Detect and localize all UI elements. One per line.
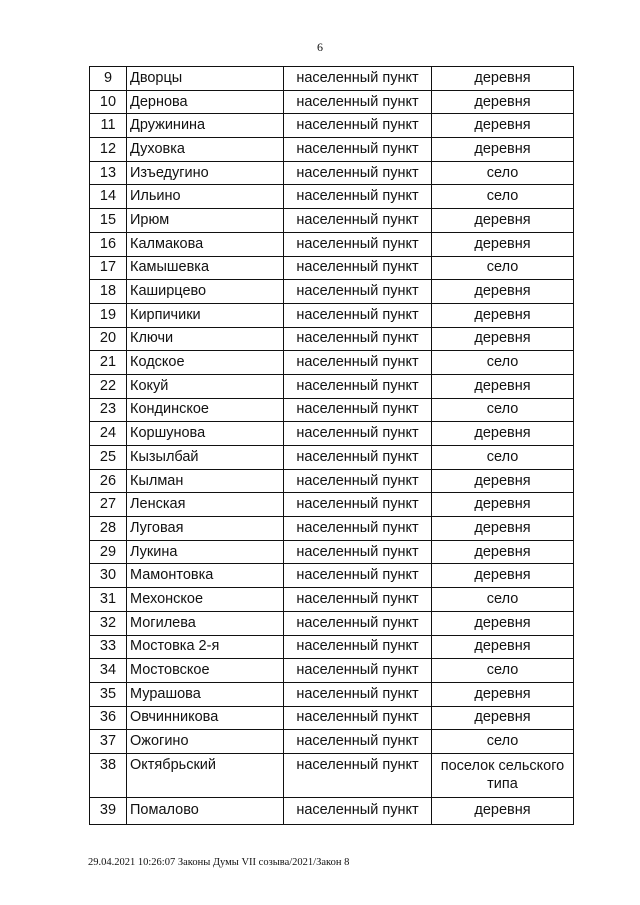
settlement-type-cell: деревня <box>432 114 574 138</box>
settlement-name-cell: Кондинское <box>127 398 284 422</box>
row-number-cell: 37 <box>90 730 127 754</box>
settlement-category-cell: населенный пункт <box>284 635 432 659</box>
settlement-type-cell: деревня <box>432 682 574 706</box>
settlement-category-cell: населенный пункт <box>284 256 432 280</box>
settlement-category-cell: населенный пункт <box>284 303 432 327</box>
settlement-category-cell: населенный пункт <box>284 682 432 706</box>
settlement-type-cell: деревня <box>432 90 574 114</box>
settlement-name-cell: Калмакова <box>127 232 284 256</box>
settlement-category-cell: населенный пункт <box>284 797 432 824</box>
row-number-cell: 32 <box>90 611 127 635</box>
settlement-name-cell: Изъедугино <box>127 161 284 185</box>
settlement-name-cell: Мурашова <box>127 682 284 706</box>
settlement-type-cell: поселок сельского типа <box>432 753 574 797</box>
settlement-name-cell: Могилева <box>127 611 284 635</box>
table-row <box>90 635 574 659</box>
settlement-category-cell: населенный пункт <box>284 280 432 304</box>
settlement-name-cell: Коршунова <box>127 422 284 446</box>
settlement-category-cell: населенный пункт <box>284 138 432 162</box>
settlement-type-cell: село <box>432 446 574 470</box>
settlement-category-cell: населенный пункт <box>284 753 432 797</box>
settlement-type-cell: деревня <box>432 209 574 233</box>
settlement-name-cell: Ильино <box>127 185 284 209</box>
table-row <box>90 161 574 185</box>
settlement-type-cell: деревня <box>432 303 574 327</box>
settlement-category-cell: населенный пункт <box>284 398 432 422</box>
settlement-category-cell: населенный пункт <box>284 564 432 588</box>
settlement-type-cell: село <box>432 185 574 209</box>
row-number-cell: 26 <box>90 469 127 493</box>
table-row <box>90 540 574 564</box>
settlement-name-cell: Луговая <box>127 517 284 541</box>
settlement-name-cell: Ожогино <box>127 730 284 754</box>
row-number-cell: 22 <box>90 374 127 398</box>
settlement-name-cell: Кокуй <box>127 374 284 398</box>
settlement-name-cell: Дворцы <box>127 67 284 91</box>
row-number-cell: 11 <box>90 114 127 138</box>
row-number-cell: 36 <box>90 706 127 730</box>
document-footer: 29.04.2021 10:26:07 Законы Думы VII созыва/2021/Закон 8 <box>88 857 350 868</box>
row-number-cell: 17 <box>90 256 127 280</box>
settlement-category-cell: населенный пункт <box>284 232 432 256</box>
settlement-category-cell: населенный пункт <box>284 209 432 233</box>
settlement-category-cell: населенный пункт <box>284 706 432 730</box>
settlement-type-cell: село <box>432 351 574 375</box>
settlement-type-cell: село <box>432 588 574 612</box>
settlement-category-cell: населенный пункт <box>284 90 432 114</box>
settlement-type-cell: село <box>432 659 574 683</box>
table-row <box>90 588 574 612</box>
table-row <box>90 67 574 91</box>
settlement-category-cell: населенный пункт <box>284 588 432 612</box>
table-row <box>90 398 574 422</box>
settlement-name-cell: Овчинникова <box>127 706 284 730</box>
settlement-name-cell: Духовка <box>127 138 284 162</box>
settlement-name-cell: Ирюм <box>127 209 284 233</box>
settlement-category-cell: населенный пункт <box>284 540 432 564</box>
settlement-type-cell: село <box>432 398 574 422</box>
row-number-cell: 19 <box>90 303 127 327</box>
settlement-type-cell: деревня <box>432 493 574 517</box>
settlement-type-cell: деревня <box>432 422 574 446</box>
settlement-name-cell: Кодское <box>127 351 284 375</box>
table-row <box>90 564 574 588</box>
table-row <box>90 351 574 375</box>
settlement-type-cell: деревня <box>432 138 574 162</box>
settlement-type-cell: деревня <box>432 564 574 588</box>
table-row <box>90 374 574 398</box>
row-number-cell: 38 <box>90 753 127 797</box>
settlement-category-cell: населенный пункт <box>284 446 432 470</box>
row-number-cell: 12 <box>90 138 127 162</box>
row-number-cell: 30 <box>90 564 127 588</box>
settlement-type-cell: деревня <box>432 797 574 824</box>
row-number-cell: 10 <box>90 90 127 114</box>
settlement-type-cell: село <box>432 161 574 185</box>
settlement-name-cell: Каширцево <box>127 280 284 304</box>
settlement-name-cell: Помалово <box>127 797 284 824</box>
settlement-category-cell: населенный пункт <box>284 351 432 375</box>
settlements-table-body <box>90 67 574 825</box>
settlement-type-cell: деревня <box>432 374 574 398</box>
settlement-type-cell: деревня <box>432 232 574 256</box>
settlement-type-cell: село <box>432 256 574 280</box>
settlement-name-cell: Лукина <box>127 540 284 564</box>
row-number-cell: 18 <box>90 280 127 304</box>
row-number-cell: 14 <box>90 185 127 209</box>
table-row <box>90 682 574 706</box>
table-row <box>90 422 574 446</box>
settlement-name-cell: Мостовское <box>127 659 284 683</box>
settlement-type-cell: деревня <box>432 280 574 304</box>
settlement-name-cell: Ленская <box>127 493 284 517</box>
table-row <box>90 753 574 797</box>
row-number-cell: 27 <box>90 493 127 517</box>
settlement-name-cell: Дернова <box>127 90 284 114</box>
table-row <box>90 185 574 209</box>
table-row <box>90 232 574 256</box>
table-row <box>90 469 574 493</box>
settlement-category-cell: населенный пункт <box>284 185 432 209</box>
settlement-category-cell: населенный пункт <box>284 493 432 517</box>
table-row <box>90 114 574 138</box>
settlement-type-cell: деревня <box>432 611 574 635</box>
table-row <box>90 327 574 351</box>
settlement-category-cell: населенный пункт <box>284 114 432 138</box>
settlement-type-cell: деревня <box>432 540 574 564</box>
table-row <box>90 90 574 114</box>
settlement-type-cell: деревня <box>432 517 574 541</box>
row-number-cell: 25 <box>90 446 127 470</box>
row-number-cell: 34 <box>90 659 127 683</box>
row-number-cell: 20 <box>90 327 127 351</box>
table-row <box>90 493 574 517</box>
settlement-name-cell: Мостовка 2-я <box>127 635 284 659</box>
settlement-name-cell: Мехонское <box>127 588 284 612</box>
row-number-cell: 15 <box>90 209 127 233</box>
table-row <box>90 303 574 327</box>
table-row <box>90 706 574 730</box>
table-row <box>90 517 574 541</box>
settlement-type-cell: деревня <box>432 67 574 91</box>
table-row <box>90 797 574 824</box>
settlement-type-cell: деревня <box>432 635 574 659</box>
settlement-name-cell: Октябрьский <box>127 753 284 797</box>
row-number-cell: 23 <box>90 398 127 422</box>
settlement-name-cell: Кирпичики <box>127 303 284 327</box>
settlement-type-cell: деревня <box>432 327 574 351</box>
row-number-cell: 39 <box>90 797 127 824</box>
table-row <box>90 446 574 470</box>
row-number-cell: 35 <box>90 682 127 706</box>
table-row <box>90 209 574 233</box>
settlement-name-cell: Мамонтовка <box>127 564 284 588</box>
settlements-table <box>89 66 574 825</box>
settlement-category-cell: населенный пункт <box>284 327 432 351</box>
settlement-category-cell: населенный пункт <box>284 161 432 185</box>
settlement-type-cell: деревня <box>432 469 574 493</box>
settlement-name-cell: Кызылбай <box>127 446 284 470</box>
settlement-category-cell: населенный пункт <box>284 422 432 446</box>
row-number-cell: 31 <box>90 588 127 612</box>
row-number-cell: 13 <box>90 161 127 185</box>
settlement-name-cell: Дружинина <box>127 114 284 138</box>
settlement-category-cell: населенный пункт <box>284 659 432 683</box>
settlement-category-cell: населенный пункт <box>284 517 432 541</box>
settlement-type-cell: село <box>432 730 574 754</box>
row-number-cell: 24 <box>90 422 127 446</box>
row-number-cell: 9 <box>90 67 127 91</box>
table-row <box>90 730 574 754</box>
table-row <box>90 611 574 635</box>
row-number-cell: 16 <box>90 232 127 256</box>
page-number: 6 <box>317 40 323 54</box>
table-row <box>90 659 574 683</box>
settlement-name-cell: Кылман <box>127 469 284 493</box>
settlement-category-cell: населенный пункт <box>284 611 432 635</box>
row-number-cell: 29 <box>90 540 127 564</box>
table-row <box>90 138 574 162</box>
settlement-category-cell: населенный пункт <box>284 469 432 493</box>
row-number-cell: 33 <box>90 635 127 659</box>
table-row <box>90 256 574 280</box>
row-number-cell: 28 <box>90 517 127 541</box>
settlement-category-cell: населенный пункт <box>284 374 432 398</box>
table-row <box>90 280 574 304</box>
settlement-type-cell: деревня <box>432 706 574 730</box>
settlement-category-cell: населенный пункт <box>284 67 432 91</box>
settlement-name-cell: Камышевка <box>127 256 284 280</box>
settlement-name-cell: Ключи <box>127 327 284 351</box>
settlement-category-cell: населенный пункт <box>284 730 432 754</box>
row-number-cell: 21 <box>90 351 127 375</box>
